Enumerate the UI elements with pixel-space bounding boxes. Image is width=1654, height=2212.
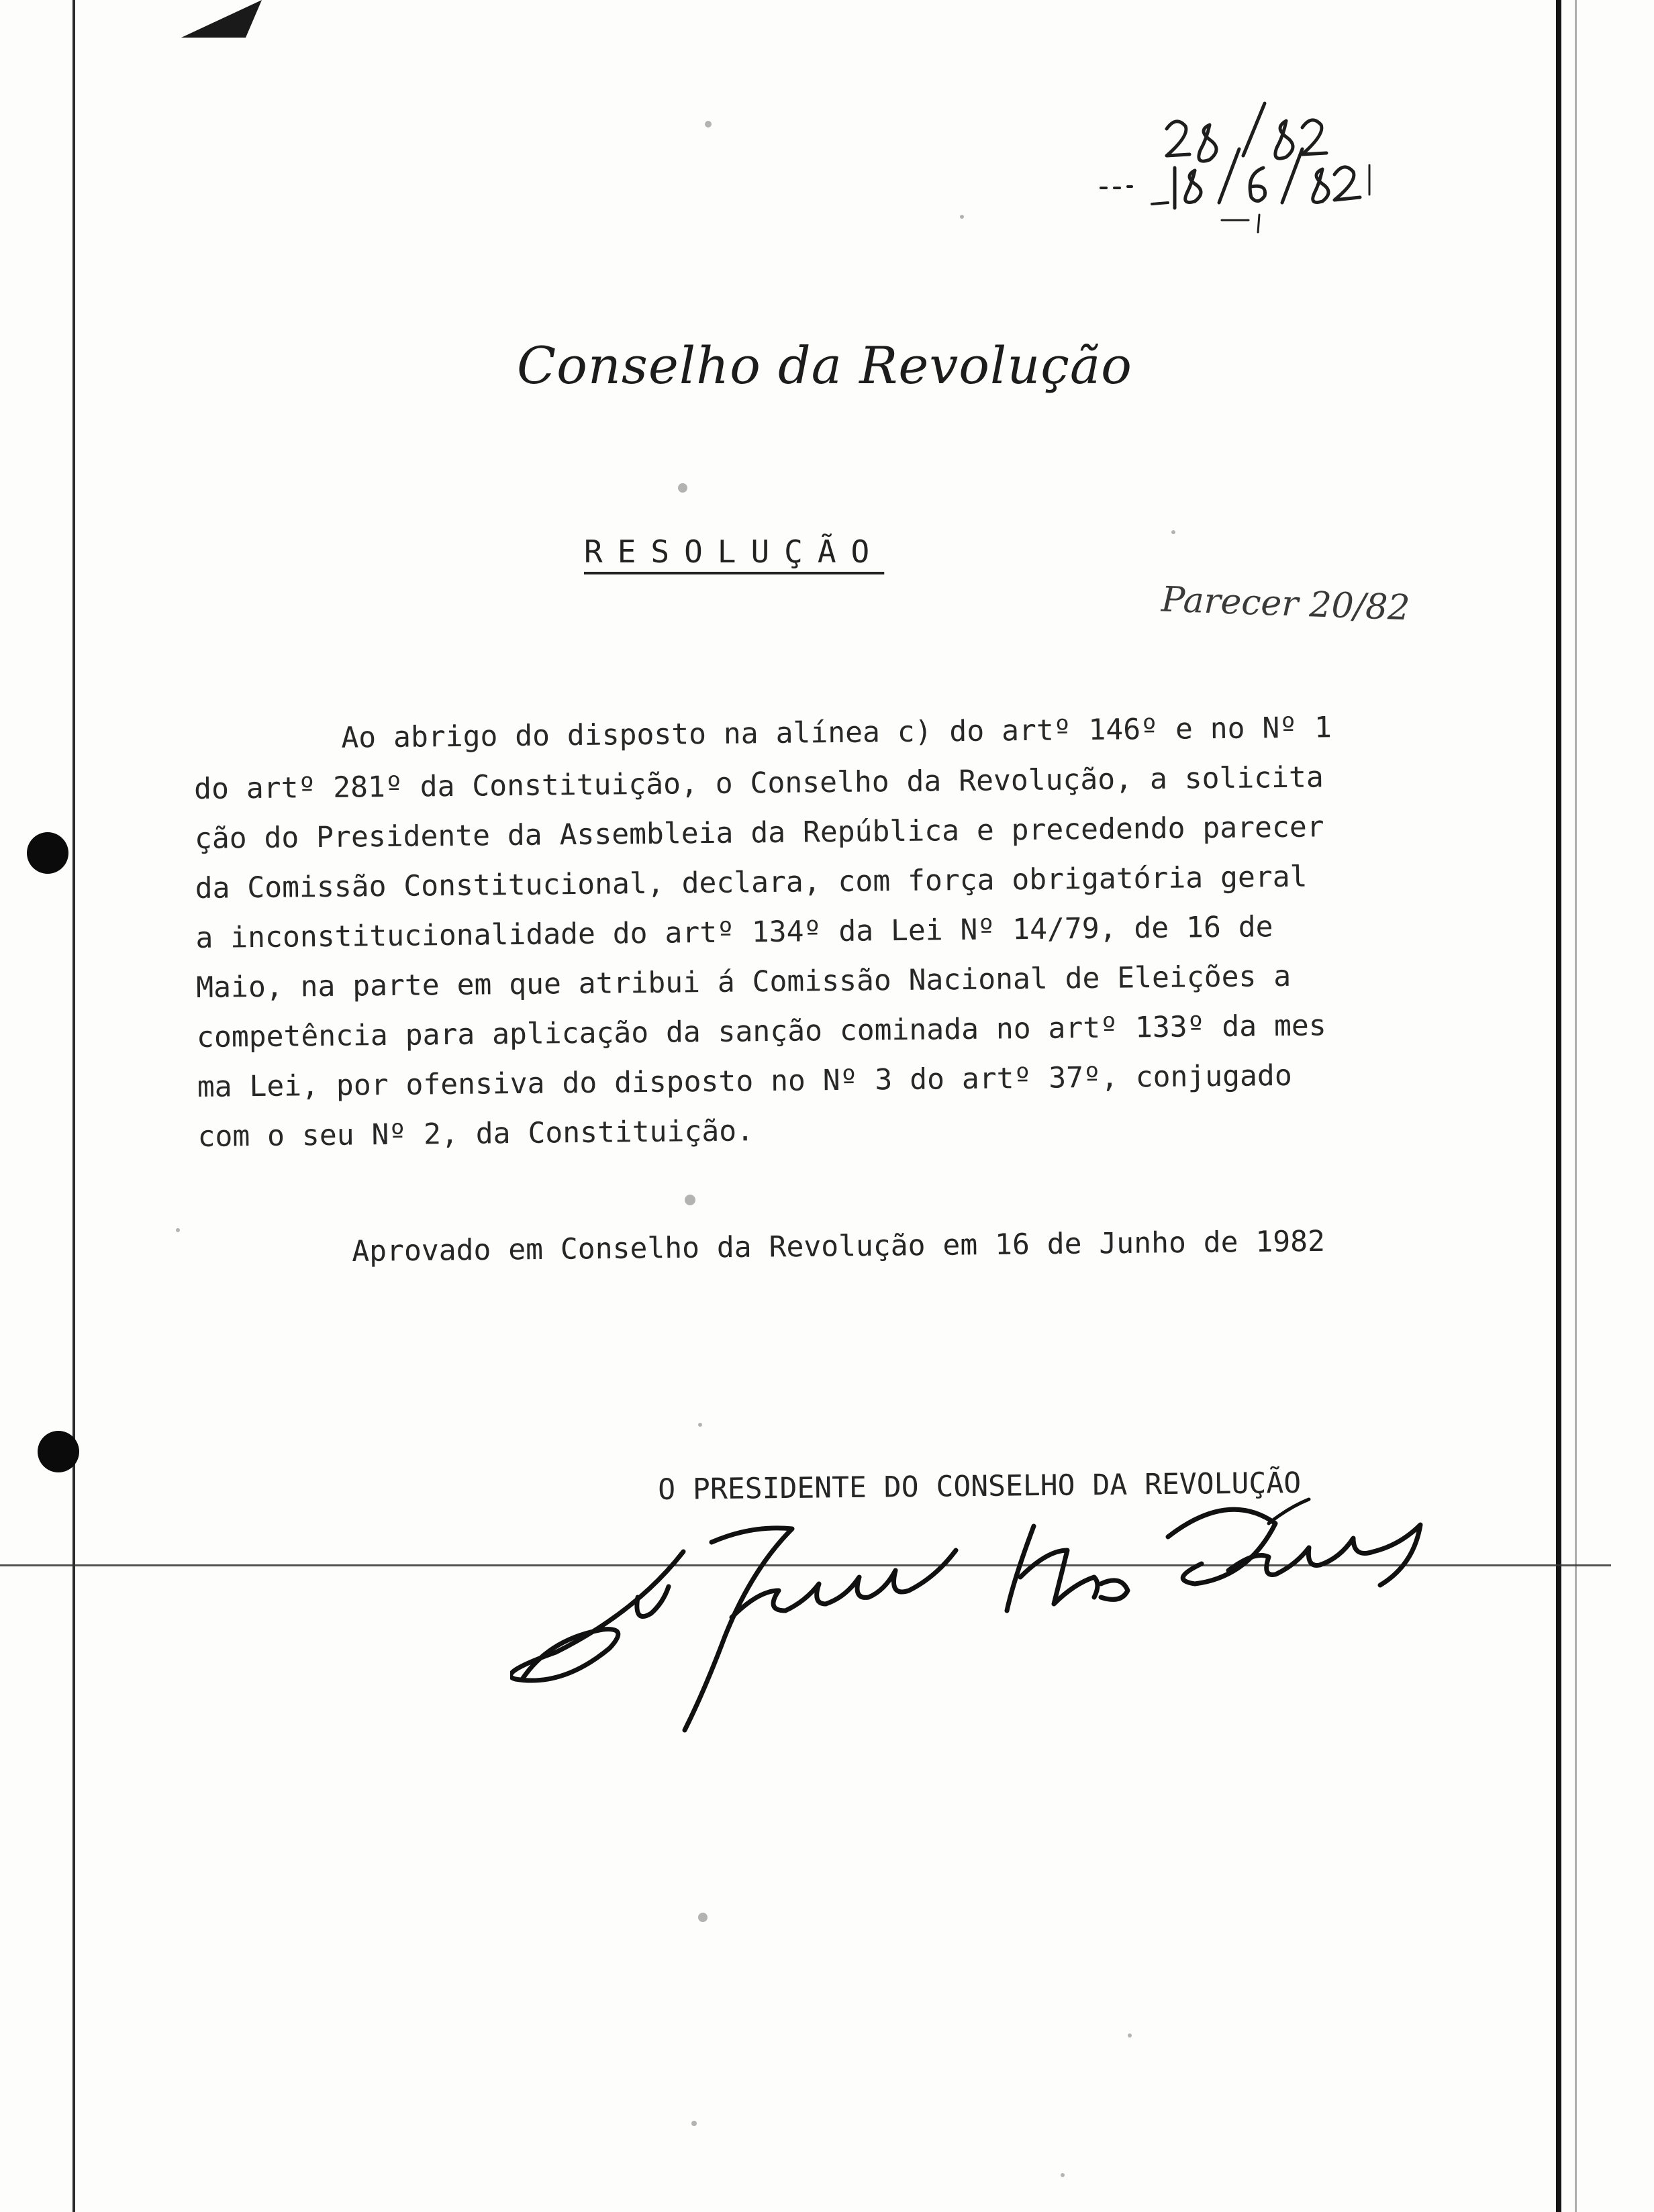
left-margin-rule	[72, 0, 75, 2212]
scan-speck	[678, 483, 687, 493]
signatory-title: O PRESIDENTE DO CONSELHO DA REVOLUÇÃO	[658, 1466, 1302, 1507]
handwritten-signature	[510, 1497, 1477, 1738]
body-line: do artº 281º da Constituição, o Conselho da Revolução, a solicita	[193, 760, 1324, 806]
punch-hole-upper	[27, 832, 68, 874]
punch-hole-lower	[38, 1431, 79, 1472]
scan-speck	[1061, 2173, 1065, 2177]
body-line: da Comissão Constitucional, declara, com força obrigatória geral	[195, 860, 1308, 905]
body-line: a inconstitucionalidade do artº 134º da Lei Nº 14/79, de 16 de	[195, 910, 1273, 955]
body-line: Ao abrigo do disposto na alínea c) do artº 146º e no Nº 1	[341, 711, 1332, 755]
document-title: RESOLUÇÃO	[584, 534, 885, 570]
right-edge-shadow-thin	[1575, 0, 1577, 2212]
scan-speck	[960, 215, 964, 219]
body-line: competência para aplicação da sanção cominada no artº 133º da mes	[196, 1009, 1326, 1054]
scan-speck	[705, 121, 712, 128]
scan-speck	[685, 1195, 695, 1205]
institution-letterhead: Conselho da Revolução	[517, 336, 1132, 395]
reference-stamp-handwriting	[1087, 101, 1383, 235]
body-line: ma Lei, por ofensiva do disposto no Nº 3 do artº 37º, conjugado	[197, 1058, 1292, 1104]
scan-speck	[176, 1228, 180, 1232]
body-line: Maio, na parte em que atribui á Comissão Nacional de Eleições a	[196, 959, 1292, 1005]
scan-speck	[1171, 530, 1175, 534]
body-line: ção do Presidente da Assembleia da República e precedendo parecer	[194, 810, 1324, 856]
scan-speck	[698, 1423, 702, 1427]
body-line: com o seu Nº 2, da Constituição.	[197, 1114, 755, 1154]
approval-statement: Aprovado em Conselho da Revolução em 16 de Junho de 1982	[352, 1224, 1326, 1268]
handwritten-margin-note: Parecer 20/82	[1161, 579, 1411, 629]
scan-speck	[1128, 2033, 1132, 2038]
scan-speck	[698, 1913, 708, 1922]
resolution-body	[193, 702, 1426, 1162]
scan-speck	[691, 2121, 697, 2126]
right-edge-shadow	[1556, 0, 1561, 2212]
corner-toner-mark	[181, 0, 262, 38]
